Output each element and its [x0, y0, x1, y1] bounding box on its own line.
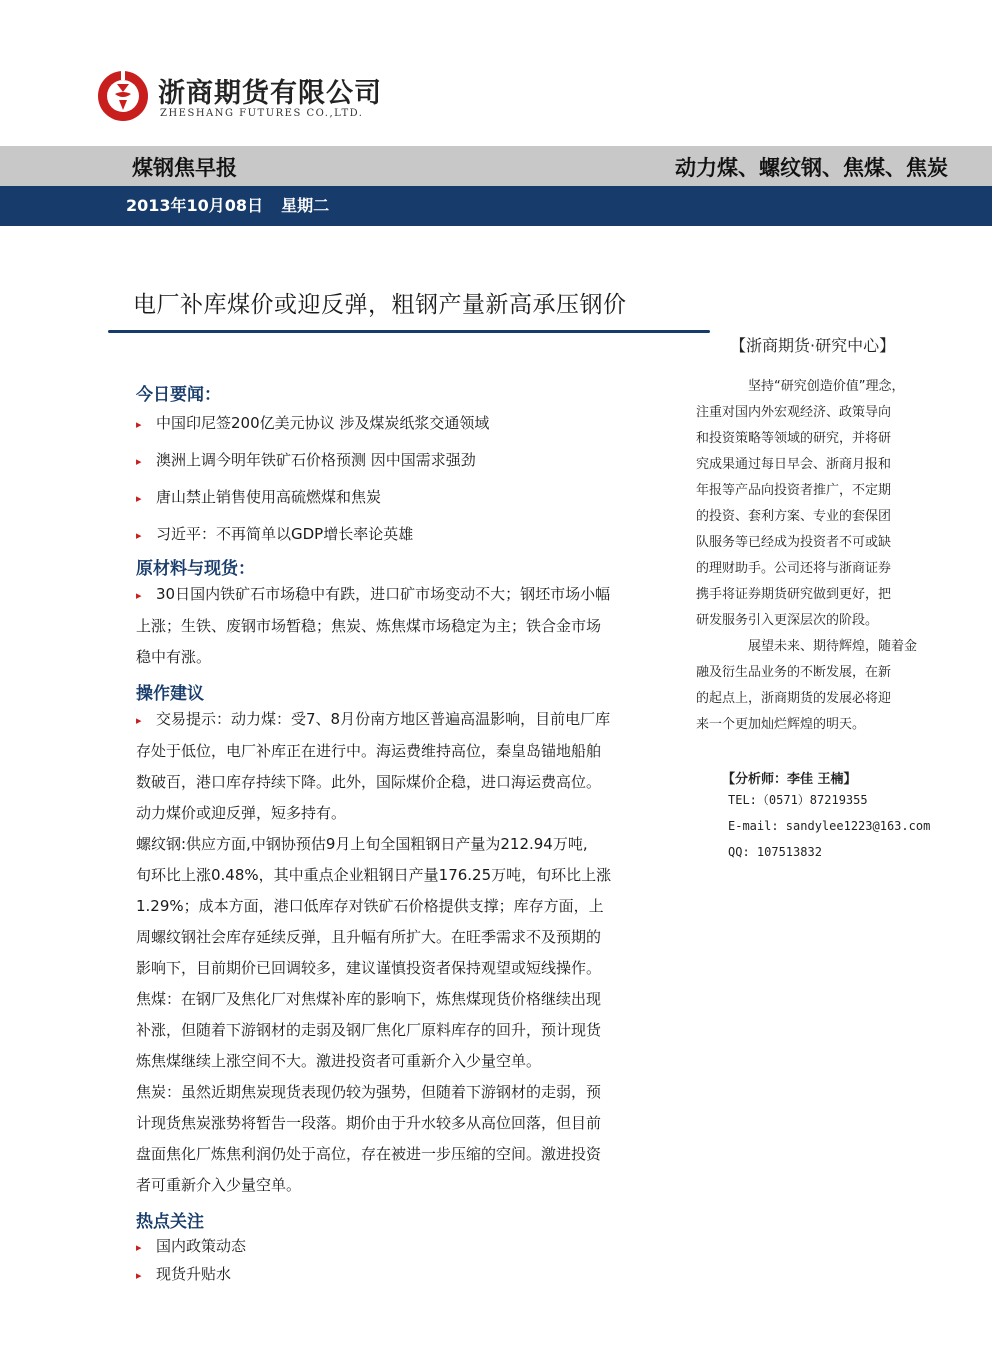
date-text: 2013年10月08日: [126, 196, 264, 215]
rebar-line: 螺纹钢:供应方面,中钢协预估9月上旬全国粗钢日产量为212.94万吨,: [136, 835, 588, 853]
coke-line: 计现货焦炭涨势将暂告一段落。期价由于升水较多从高位回落，但目前: [136, 1114, 602, 1132]
bullet-arrow-icon: ▸: [136, 589, 142, 602]
news-section: [136, 380, 684, 548]
weekday-text: 星期二: [281, 196, 330, 215]
section-heading: 今日要闻：: [136, 385, 221, 405]
bullet-arrow-icon: ▸: [136, 455, 142, 468]
thermal-coal-line: 存处于低位，电厂补库正在进行中。海运费维持高位，秦皇岛锚地船舶: [136, 742, 602, 760]
sidebar: [696, 333, 954, 865]
coking-coal-line: 焦煤：在钢厂及焦化厂对焦煤补库的影响下，炼焦煤现货价格继续出现: [136, 990, 602, 1008]
news-item: ▸ 习近平：不再简单以GDP增长率论英雄: [136, 522, 684, 548]
section-heading: 热点关注: [136, 1212, 204, 1232]
main-content: [136, 380, 684, 1290]
bullet-arrow-icon: ▸: [136, 1241, 142, 1254]
hot-section: [136, 1207, 684, 1288]
news-item: ▸ 中国印尼签200亿美元协议 涉及煤炭纸浆交通领域: [136, 411, 684, 437]
coking-coal-line: 炼焦煤继续上涨空间不大。激进投资者可重新介入少量空单。: [136, 1052, 542, 1070]
coke-line: 盘面焦化厂炼焦利润仍处于高位，存在被进一步压缩的空间。激进投资: [136, 1145, 602, 1163]
rebar-line: 1.29%；成本方面，港口低库存对铁矿石价格提供支撑；库存方面，上: [136, 897, 604, 915]
intro-paragraph: 展望未来、期待辉煌，随着金 融及衍生品业务的不断发展，在新 的起点上，浙商期货的发展必将迎 来一个更加灿烂辉煌的明天。: [696, 639, 918, 732]
sidebar-title: 【浙商期货·研究中心】: [730, 336, 896, 355]
bullet-arrow-icon: ▸: [136, 529, 142, 542]
bullet-arrow-icon: ▸: [136, 1269, 142, 1282]
analyst-label: 【分析师：李佳 王楠】: [722, 772, 857, 787]
thermal-coal-line: 数破百，港口库存持续下降。此外，国际煤价企稳，进口海运费高位。: [136, 773, 602, 791]
analyst-tel: TEL:（0571）87219355: [728, 793, 868, 807]
spot-line: 稳中有涨。: [136, 648, 212, 666]
intro-paragraph: 坚持“研究创造价值”理念， 注重对国内外宏观经济、政策导向 和投资策略等领域的研究，并将研 究成果通过每日早会、浙商月报和 年报等产品向投资者推广，不定期 的投资、套利方案、专业的套保团 队服务等已经成为投资者不可或缺 的理财助手。公司还将与浙商证券 携手将证券期货研究做到更好，把 研发服务引入更深层次的阶段。: [696, 379, 905, 628]
section-heading: 操作建议: [136, 684, 204, 704]
report-tags: 动力煤、螺纹钢、焦煤、焦炭: [675, 156, 948, 180]
section-heading: 原材料与现货：: [136, 559, 255, 579]
bullet-arrow-icon: ▸: [136, 418, 142, 431]
thermal-coal-line: 动力煤价或迎反弹，短多持有。: [136, 804, 347, 822]
news-item: ▸ 唐山禁止销售使用高硫燃煤和焦炭: [136, 485, 684, 511]
company-logo: [97, 70, 149, 122]
title-underline: [108, 330, 710, 333]
coke-line: 焦炭：虽然近期焦炭现货表现仍较为强势，但随着下游钢材的走弱，预: [136, 1083, 602, 1101]
bullet-arrow-icon: ▸: [136, 492, 142, 505]
rebar-line: 影响下，目前期价已回调较多，建议谨慎投资者保持观望或短线操作。: [136, 959, 602, 977]
main-title: 电厂补库煤价或迎反弹，粗钢产量新高承压钢价: [133, 292, 627, 318]
spot-line: ▸ 30日国内铁矿石市场稳中有跌，进口矿市场变动不大；钢坯市场小幅: [136, 579, 684, 611]
hot-item: ▸ 国内政策动态: [136, 1234, 684, 1260]
spot-section: [136, 554, 684, 673]
sidebar-intro: [696, 374, 954, 738]
hot-item: ▸ 现货升贴水: [136, 1262, 684, 1288]
advice-section: [136, 679, 684, 1201]
news-item: ▸ 澳洲上调今明年铁矿石价格预测 因中国需求强劲: [136, 448, 684, 474]
coke-line: 者可重新介入少量空单。: [136, 1176, 302, 1194]
report-name: 煤钢焦早报: [132, 156, 237, 180]
report-date: [126, 193, 347, 216]
rebar-line: 周螺纹钢社会库存延续反弹，且升幅有所扩大。在旺季需求不及预期的: [136, 928, 602, 946]
company-name: 浙商期货有限公司: [158, 78, 382, 109]
spot-line: 上涨；生铁、废钢市场暂稳；焦炭、炼焦煤市场稳定为主；铁合金市场: [136, 617, 602, 635]
company-name-en: ZHESHANG FUTURES CO.,LTD.: [160, 108, 364, 119]
rebar-line: 旬环比上涨0.48%，其中重点企业粗钢日产量176.25万吨，旬环比上涨: [136, 866, 612, 884]
analyst-email[interactable]: E-mail: sandylee1223@163.com: [728, 819, 931, 833]
coking-coal-line: 补涨，但随着下游钢材的走弱及钢厂焦化厂原料库存的回升，预计现货: [136, 1021, 602, 1039]
thermal-coal-line: ▸ 交易提示：动力煤：受7、8月份南方地区普遍高温影响，目前电厂库: [136, 704, 684, 736]
bullet-arrow-icon: ▸: [136, 714, 142, 727]
analyst-qq: QQ: 107513832: [728, 845, 822, 859]
